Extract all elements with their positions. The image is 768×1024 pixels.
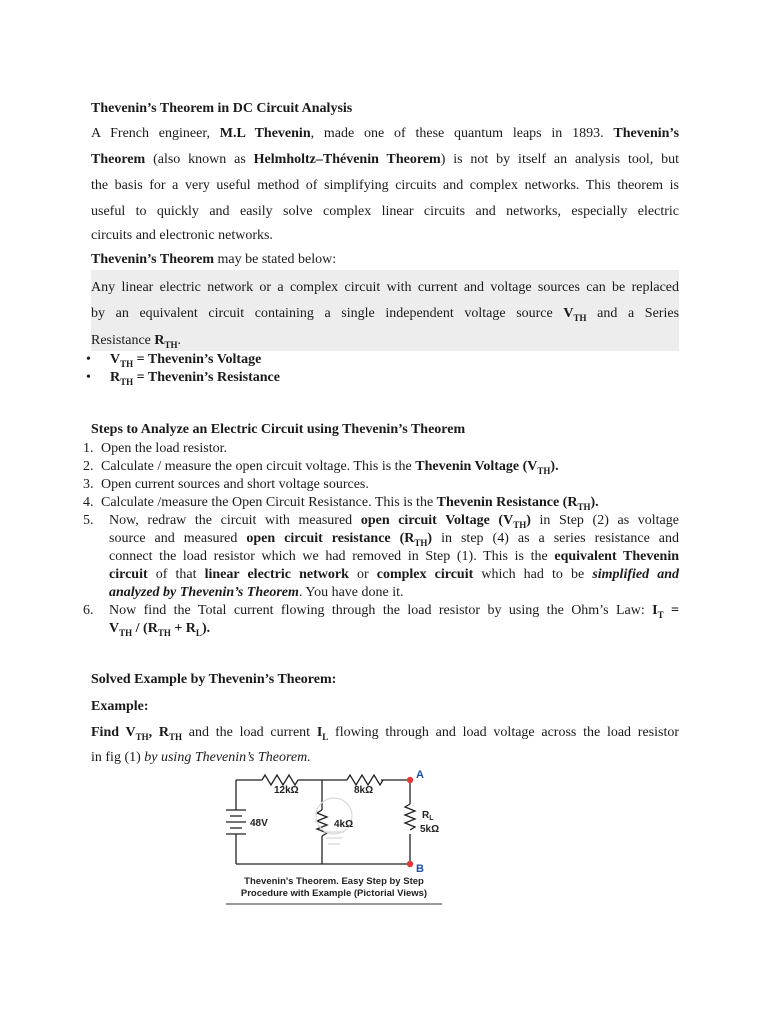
step-3: 3. Open current sources and short voltage sources.	[83, 477, 369, 492]
step-2: 2. Calculate / measure the open circuit voltage. This is the Thevenin Voltage $(V_{TH})$.	[83, 459, 559, 476]
figure-caption-line-1: Thevenin's Theorem. Easy Step by Step	[244, 876, 424, 887]
heading-example: Example:	[91, 699, 149, 714]
battery-48v-symbol	[226, 810, 246, 834]
label-48v: 48V	[250, 818, 268, 829]
step-5-line-4: circuit of that linear electric network or complex circuit which had to be simplified and	[109, 567, 679, 582]
resistor-12k-symbol	[262, 775, 298, 785]
find-line-2: in fig (1) by using Thevenin’s Theorem.	[91, 750, 311, 765]
theorem-line-3: Resistance $R_{TH}$.	[91, 333, 182, 350]
label-node-a: A	[416, 769, 424, 781]
step-5-line-1: Now, redraw the circuit with measured open circuit Voltage $(V_{TH})$ in Step (2) as voltage	[109, 513, 679, 530]
label-rl: $R_L$	[422, 810, 434, 822]
step-4: 4. Calculate /measure the Open Circuit Resistance. This is the Thevenin Resistance $(R_{TH})$.	[83, 495, 599, 512]
step-1: 1. Open the load resistor.	[83, 441, 227, 456]
figure-caption-line-2: Procedure with Example (Pictorial Views)	[240, 888, 428, 899]
label-8k: 8kΩ	[354, 785, 374, 796]
intro-line-2: Theorem (also known as Helmholtz–Thévenin Theorem) is not by itself an analysis tool, but	[91, 152, 679, 167]
heading-solved-example: Solved Example by Thevenin’s Theorem:	[91, 672, 337, 687]
step-6-line-2: $V_{TH} / (R_{TH} + R_L)$.	[109, 621, 211, 638]
step-6-marker: 6.	[83, 603, 94, 618]
theorem-line-1: Any linear electric network or a complex circuit with current and voltage sources can be replaced	[91, 280, 679, 295]
intro-line-1: A French engineer, M.L Thevenin, made one of these quantum leaps in 1893. Thevenin’s	[91, 126, 680, 141]
node-a-dot	[407, 777, 413, 783]
stated-line: Thevenin’s Theorem may be stated below:	[91, 252, 337, 267]
node-b-dot	[407, 861, 413, 867]
bullet-rth: • $R_{TH}$ = Thevenin’s Resistance	[86, 370, 280, 387]
label-5k: 5kΩ	[420, 824, 440, 835]
label-12k: 12kΩ	[274, 785, 299, 796]
intro-line-3: the basis for a very useful method of simplifying circuits and complex networks. This theorem is	[91, 178, 679, 193]
intro-line-5: circuits and electronic networks.	[91, 228, 273, 243]
circuit-figure	[224, 766, 444, 906]
theorem-line-2: by an equivalent circuit containing a single independent voltage source $V_{TH}$ and a Series	[91, 306, 680, 323]
step-6-line-1: Now find the Total current flowing through the load resistor by using the Ohm’s Law: $I_T$ =	[109, 603, 680, 620]
find-line-1: Find $V_{TH}$, $R_{TH}$ and the load current $I_L$ flowing through and load voltage across the load resistor	[91, 725, 680, 742]
step-5-line-5: analyzed by Thevenin’s Theorem. You have done it.	[109, 585, 404, 600]
heading-thevenin-dc: Thevenin’s Theorem in DC Circuit Analysis	[91, 101, 353, 116]
step-5-line-3: connect the load resistor which we had removed in Step (1). This is the equivalent Thevenin	[109, 549, 680, 564]
step-5-marker: 5.	[83, 513, 94, 528]
resistor-8k-symbol	[347, 775, 383, 785]
label-4k: 4kΩ	[334, 819, 354, 830]
bullet-vth: • $V_{TH}$ = Thevenin’s Voltage	[86, 352, 262, 369]
heading-steps: Steps to Analyze an Electric Circuit using Thevenin’s Theorem	[91, 422, 466, 437]
intro-line-4: useful to quickly and easily solve complex linear circuits and networks, especially electric	[91, 204, 679, 219]
label-node-b: B	[416, 863, 424, 875]
step-5-line-2: source and measured open circuit resistance $(R_{TH})$ in step (4) as a series resistance and	[109, 531, 679, 548]
resistor-load-symbol	[405, 804, 415, 830]
